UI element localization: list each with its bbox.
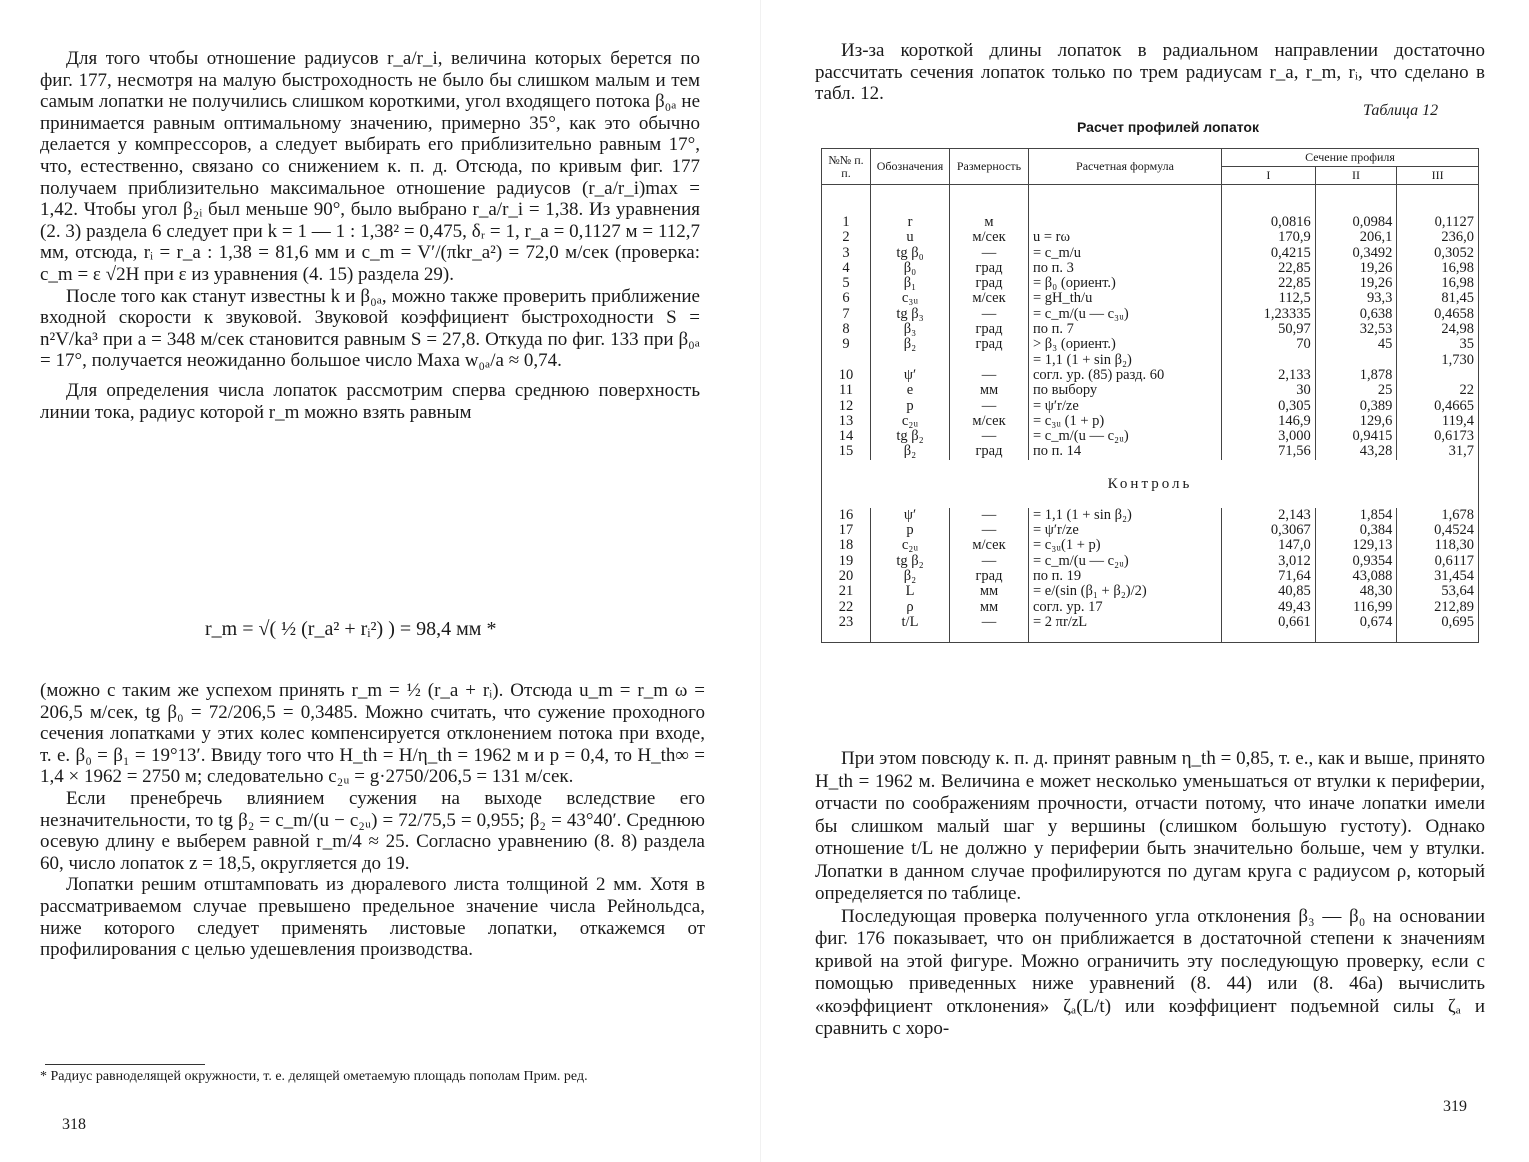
table-row xyxy=(822,615,1479,630)
row-value-1: 3,012 xyxy=(1222,554,1316,569)
row-unit: — xyxy=(950,615,1029,630)
row-value-2: 48,30 xyxy=(1315,584,1397,599)
row-value-1: 0,3067 xyxy=(1222,523,1316,538)
table-row xyxy=(822,322,1479,337)
row-formula: = 1,1 (1 + sin β₂) xyxy=(1029,353,1222,368)
right-intro-paragraph: Из-за короткой длины лопаток в радиальном направлении достаточно рассчитать сечения лопаток только по трем радиусам r_a, r_m, rᵢ, что сделано в табл. 12. xyxy=(815,40,1485,105)
table-row xyxy=(822,508,1479,523)
row-symbol: t/L xyxy=(871,615,950,630)
row-value-1: 0,4215 xyxy=(1222,246,1316,261)
row-value-3: 0,4524 xyxy=(1397,523,1479,538)
row-unit: — xyxy=(950,554,1029,569)
row-unit: м/сек xyxy=(950,230,1029,245)
row-value-2: 116,99 xyxy=(1315,600,1397,615)
row-unit: град xyxy=(950,337,1029,352)
table-row xyxy=(822,584,1479,599)
right-paragraph-2: Последующая проверка полученного угла отклонения β₃ — β₀ на основании фиг. 176 показывает, что он приближается в достаточной степени к значениям кривой на этой фигуре. Можно ограничить эту последующую проверку, если с помощью приведенных ниже уравнений (8. 44) или (8. 46a) вычислить «коэффициент отклонения» ζₐ(L/t) или коэффициент подъемной силы ζₐ и сравнить с хоро- xyxy=(815,905,1485,1039)
row-symbol: L xyxy=(871,584,950,599)
row-symbol: ψ′ xyxy=(871,508,950,523)
table-row xyxy=(822,230,1479,245)
row-symbol: c₃ᵤ xyxy=(871,291,950,306)
row-number: 13 xyxy=(822,414,871,429)
row-value-3: 212,89 xyxy=(1397,600,1479,615)
row-number: 2 xyxy=(822,230,871,245)
header-col-1: I xyxy=(1222,167,1316,185)
row-number: 18 xyxy=(822,538,871,553)
header-col-3: III xyxy=(1397,167,1479,185)
row-formula: по выбору xyxy=(1029,383,1222,398)
row-value-3 xyxy=(1397,368,1479,383)
row-number: 7 xyxy=(822,307,871,322)
row-number: 11 xyxy=(822,383,871,398)
header-section: Сечение профиля xyxy=(1222,149,1479,167)
row-value-3: 1,678 xyxy=(1397,508,1479,523)
row-formula: согл. ур. 17 xyxy=(1029,600,1222,615)
left-paragraph-6: Лопатки решим отштамповать из дюралевого листа толщиной 2 мм. Хотя в рассматриваемом случае превышено предельное значение числа Рейнольдса, ниже которого следует применять листовые лопатки, откажемся от профилирования с целью удешевления производства. xyxy=(40,874,705,961)
row-value-2: 0,9415 xyxy=(1315,429,1397,444)
row-value-2: 1,878 xyxy=(1315,368,1397,383)
row-symbol xyxy=(871,353,950,368)
row-symbol: tg β₂ xyxy=(871,554,950,569)
table-row xyxy=(822,307,1479,322)
row-value-2: 0,9354 xyxy=(1315,554,1397,569)
left-paragraph-3: Для определения числа лопаток рассмотрим сперва среднюю поверхность линии тока, радиус которой r_m можно взять равным xyxy=(40,379,700,423)
row-formula: = c_m/(u — c₂ᵤ) xyxy=(1029,429,1222,444)
row-value-3: 118,30 xyxy=(1397,538,1479,553)
row-value-2: 93,3 xyxy=(1315,291,1397,306)
row-symbol: β₂ xyxy=(871,569,950,584)
row-number: 17 xyxy=(822,523,871,538)
row-value-3: 1,730 xyxy=(1397,353,1479,368)
row-formula: = 2 πr/zL xyxy=(1029,615,1222,630)
left-text-block-2 xyxy=(40,680,705,961)
page-fold xyxy=(760,0,761,1162)
row-value-2: 206,1 xyxy=(1315,230,1397,245)
table-row xyxy=(822,554,1479,569)
formula-rm: r_m = √( ½ (r_a² + rᵢ²) ) = 98,4 мм * xyxy=(205,618,497,640)
row-value-3: 0,695 xyxy=(1397,615,1479,630)
row-number: 12 xyxy=(822,399,871,414)
row-value-1: 71,64 xyxy=(1222,569,1316,584)
row-value-1: 112,5 xyxy=(1222,291,1316,306)
row-value-3: 31,7 xyxy=(1397,444,1479,459)
footnote-rule xyxy=(45,1064,205,1065)
right-page xyxy=(815,0,1487,1162)
row-value-1: 3,000 xyxy=(1222,429,1316,444)
row-unit: м/сек xyxy=(950,414,1029,429)
row-formula: = c₃ᵤ(1 + p) xyxy=(1029,538,1222,553)
row-value-2: 43,088 xyxy=(1315,569,1397,584)
row-unit: — xyxy=(950,523,1029,538)
row-unit: — xyxy=(950,508,1029,523)
table-row xyxy=(822,444,1479,459)
row-formula: > β₃ (ориент.) xyxy=(1029,337,1222,352)
row-unit: град xyxy=(950,276,1029,291)
row-symbol: β₁ xyxy=(871,276,950,291)
header-formula: Расчетная формула xyxy=(1029,149,1222,185)
row-unit: — xyxy=(950,307,1029,322)
row-value-2: 1,854 xyxy=(1315,508,1397,523)
right-paragraph-1: При этом повсюду к. п. д. принят равным η_th = 0,85, т. е., как и выше, принято H_th = 1962 м. Величина e может несколько уменьшаться от втулки к периферии, отчасти по соображениям прочности, отчасти потому, что иначе лопатки имели бы слишком малый шаг у вершины (слишком большую густоту). Однако отношение t/L не должно у периферии быть значительно больше, чем у втулки. Лопатки в данном случае профилируются по дугам круга с радиусом ρ, который определяется по таблице. xyxy=(815,748,1485,904)
row-unit: град xyxy=(950,261,1029,276)
left-page xyxy=(40,0,715,1162)
row-unit: м xyxy=(950,215,1029,230)
row-value-2: 0,384 xyxy=(1315,523,1397,538)
row-formula: по п. 14 xyxy=(1029,444,1222,459)
row-formula: = c₃ᵤ (1 + p) xyxy=(1029,414,1222,429)
table-spacer-row xyxy=(822,185,1479,216)
row-number: 15 xyxy=(822,444,871,459)
row-symbol: e xyxy=(871,383,950,398)
header-col-2: II xyxy=(1315,167,1397,185)
row-value-2: 19,26 xyxy=(1315,261,1397,276)
row-symbol: tg β₀ xyxy=(871,246,950,261)
table-row xyxy=(822,246,1479,261)
row-symbol: β₃ xyxy=(871,322,950,337)
row-value-2: 129,13 xyxy=(1315,538,1397,553)
row-symbol: p xyxy=(871,399,950,414)
row-value-1: 50,97 xyxy=(1222,322,1316,337)
row-value-3: 0,6117 xyxy=(1397,554,1479,569)
table-spacer-row xyxy=(822,630,1479,643)
row-value-1: 49,43 xyxy=(1222,600,1316,615)
control-section-label: Контроль xyxy=(822,460,1479,508)
row-value-2: 43,28 xyxy=(1315,444,1397,459)
row-value-1: 2,133 xyxy=(1222,368,1316,383)
row-value-1: 0,661 xyxy=(1222,615,1316,630)
row-value-1: 71,56 xyxy=(1222,444,1316,459)
row-number: 1 xyxy=(822,215,871,230)
row-number: 21 xyxy=(822,584,871,599)
row-unit: мм xyxy=(950,584,1029,599)
table-row xyxy=(822,600,1479,615)
table-row xyxy=(822,291,1479,306)
row-value-1: 1,23335 xyxy=(1222,307,1316,322)
row-unit: мм xyxy=(950,383,1029,398)
row-unit: — xyxy=(950,429,1029,444)
row-value-1: 0,305 xyxy=(1222,399,1316,414)
row-unit xyxy=(950,353,1029,368)
row-number: 22 xyxy=(822,600,871,615)
row-value-3: 0,3052 xyxy=(1397,246,1479,261)
table-spacer-cell xyxy=(871,630,950,643)
row-unit: — xyxy=(950,399,1029,414)
row-value-1: 30 xyxy=(1222,383,1316,398)
row-value-3: 236,0 xyxy=(1397,230,1479,245)
row-unit: град xyxy=(950,569,1029,584)
row-formula: по п. 3 xyxy=(1029,261,1222,276)
row-value-2: 0,3492 xyxy=(1315,246,1397,261)
row-value-3: 24,98 xyxy=(1397,322,1479,337)
row-formula xyxy=(1029,215,1222,230)
table-body xyxy=(822,185,1479,643)
row-unit: м/сек xyxy=(950,291,1029,306)
left-paragraph-5: Если пренебречь влиянием сужения на выходе вследствие его незначительности, то tg β₂ = c_m/(u − c₂ᵤ) = 72/75,5 = 0,955; β₂ = 43°40′. Среднюю осевую длину e выберем равной r_m/4 ≈ 25. Согласно уравнению (8. 8) раздела 60, число лопаток z = 18,5, округляется до 19. xyxy=(40,787,705,874)
page-number-left: 318 xyxy=(62,1116,86,1133)
row-value-1 xyxy=(1222,353,1316,368)
row-unit: град xyxy=(950,444,1029,459)
row-value-3: 0,4665 xyxy=(1397,399,1479,414)
table-row xyxy=(822,399,1479,414)
row-number xyxy=(822,353,871,368)
row-number: 5 xyxy=(822,276,871,291)
row-symbol: β₂ xyxy=(871,444,950,459)
row-value-1: 70 xyxy=(1222,337,1316,352)
row-formula: = c_m/u xyxy=(1029,246,1222,261)
row-value-2 xyxy=(1315,353,1397,368)
row-number: 14 xyxy=(822,429,871,444)
table-spacer-cell xyxy=(822,630,871,643)
row-value-3: 53,64 xyxy=(1397,584,1479,599)
row-symbol: β₀ xyxy=(871,261,950,276)
row-value-3: 16,98 xyxy=(1397,261,1479,276)
row-formula: по п. 7 xyxy=(1029,322,1222,337)
row-value-3: 31,454 xyxy=(1397,569,1479,584)
right-text-block xyxy=(815,748,1485,1041)
table-spacer-cell xyxy=(822,185,871,216)
row-value-2: 0,638 xyxy=(1315,307,1397,322)
row-unit: — xyxy=(950,246,1029,261)
row-value-2: 25 xyxy=(1315,383,1397,398)
page-number-right: 319 xyxy=(1443,1098,1467,1115)
row-unit: мм xyxy=(950,600,1029,615)
header-num: №№ п. п. xyxy=(822,149,871,185)
row-symbol: r xyxy=(871,215,950,230)
row-formula: согл. ур. (85) разд. 60 xyxy=(1029,368,1222,383)
table-row xyxy=(822,538,1479,553)
row-number: 9 xyxy=(822,337,871,352)
header-unit: Размерность xyxy=(950,149,1029,185)
row-formula: = ψ′r/ze xyxy=(1029,399,1222,414)
row-value-2: 19,26 xyxy=(1315,276,1397,291)
table-row xyxy=(822,353,1479,368)
table-row xyxy=(822,429,1479,444)
row-symbol: p xyxy=(871,523,950,538)
row-value-3: 0,4658 xyxy=(1397,307,1479,322)
table-title: Расчет профилей лопаток xyxy=(1077,119,1259,135)
row-value-3: 16,98 xyxy=(1397,276,1479,291)
row-formula: = β₀ (ориент.) xyxy=(1029,276,1222,291)
row-value-1: 146,9 xyxy=(1222,414,1316,429)
row-number: 19 xyxy=(822,554,871,569)
row-number: 16 xyxy=(822,508,871,523)
row-value-1: 40,85 xyxy=(1222,584,1316,599)
row-value-2: 45 xyxy=(1315,337,1397,352)
header-symbol: Обозначения xyxy=(871,149,950,185)
row-value-2: 0,674 xyxy=(1315,615,1397,630)
row-number: 8 xyxy=(822,322,871,337)
row-symbol: tg β₃ xyxy=(871,307,950,322)
left-paragraph-2: После того как станут известны k и β₀ₐ, можно также проверить приближение входной скорости к звуковой. Звуковой коэффициент быстроходности S = n²V/ka³ при a = 348 м/сек становится равным S = 27,8. Откуда по фиг. 133 при β₀ₐ = 17°, получается неожиданно большое число Маха w₀ₐ/a ≈ 0,74. xyxy=(40,285,700,372)
table-row xyxy=(822,523,1479,538)
row-symbol: c₂ᵤ xyxy=(871,538,950,553)
table-row xyxy=(822,261,1479,276)
table-row xyxy=(822,337,1479,352)
row-value-1: 2,143 xyxy=(1222,508,1316,523)
row-value-1: 0,0816 xyxy=(1222,215,1316,230)
row-value-1: 22,85 xyxy=(1222,261,1316,276)
row-formula: = c_m/(u — c₂ᵤ) xyxy=(1029,554,1222,569)
row-formula: u = rω xyxy=(1029,230,1222,245)
row-number: 23 xyxy=(822,615,871,630)
profile-table xyxy=(821,148,1479,643)
control-section-row xyxy=(822,460,1479,508)
row-value-1: 22,85 xyxy=(1222,276,1316,291)
row-value-3: 0,6173 xyxy=(1397,429,1479,444)
row-number: 10 xyxy=(822,368,871,383)
row-symbol: β₂ xyxy=(871,337,950,352)
row-formula: = 1,1 (1 + sin β₂) xyxy=(1029,508,1222,523)
row-formula: по п. 19 xyxy=(1029,569,1222,584)
table-spacer-cell xyxy=(1029,185,1222,216)
row-unit: — xyxy=(950,368,1029,383)
footnote: * Радиус равноделящей окружности, т. е. делящей ометаемую площадь пополам Прим. ред. xyxy=(40,1069,588,1084)
row-symbol: ρ xyxy=(871,600,950,615)
row-value-3: 35 xyxy=(1397,337,1479,352)
table-spacer-cell xyxy=(1397,630,1479,643)
left-paragraph-4: (можно с таким же успехом принять r_m = ½ (r_a + rᵢ). Отсюда u_m = r_m ω = 206,5 м/сек, tg β₀ = 72/206,5 = 0,3485. Можно считать, что сужение проходного сечения лопатками у этих колес компенсируется отклонением потока при входе, т. е. β₀ = β₁ = 19°13′. Ввиду того что H_th = H/η_th = 1962 м и p = 0,4, то H_th∞ = 1,4 × 1962 = 2750 м; следовательно c₂ᵤ = g·2750/206,5 = 131 м/сек. xyxy=(40,680,705,788)
row-value-3: 119,4 xyxy=(1397,414,1479,429)
row-value-2: 129,6 xyxy=(1315,414,1397,429)
row-value-3: 22 xyxy=(1397,383,1479,398)
row-formula: = ψ′r/ze xyxy=(1029,523,1222,538)
table-spacer-cell xyxy=(1222,185,1316,216)
table-spacer-cell xyxy=(950,185,1029,216)
row-value-3: 0,1127 xyxy=(1397,215,1479,230)
row-value-2: 0,389 xyxy=(1315,399,1397,414)
row-value-1: 170,9 xyxy=(1222,230,1316,245)
table-spacer-cell xyxy=(1315,185,1397,216)
row-number: 6 xyxy=(822,291,871,306)
row-number: 3 xyxy=(822,246,871,261)
row-symbol: tg β₂ xyxy=(871,429,950,444)
row-unit: град xyxy=(950,322,1029,337)
table-row xyxy=(822,276,1479,291)
table-spacer-cell xyxy=(871,185,950,216)
table-spacer-cell xyxy=(950,630,1029,643)
row-symbol: c₂ᵤ xyxy=(871,414,950,429)
row-symbol: ψ′ xyxy=(871,368,950,383)
row-unit: м/сек xyxy=(950,538,1029,553)
row-value-2: 32,53 xyxy=(1315,322,1397,337)
row-number: 20 xyxy=(822,569,871,584)
row-formula: = e/(sin (β₁ + β₂)/2) xyxy=(1029,584,1222,599)
row-value-1: 147,0 xyxy=(1222,538,1316,553)
table-row xyxy=(822,414,1479,429)
row-value-2: 0,0984 xyxy=(1315,215,1397,230)
table-spacer-cell xyxy=(1315,630,1397,643)
row-value-3: 81,45 xyxy=(1397,291,1479,306)
table-spacer-cell xyxy=(1222,630,1316,643)
table-row xyxy=(822,383,1479,398)
right-intro-block xyxy=(815,40,1485,105)
table-spacer-cell xyxy=(1397,185,1479,216)
row-number: 4 xyxy=(822,261,871,276)
table-caption: Таблица 12 xyxy=(1363,102,1439,119)
left-text-block-1 xyxy=(40,48,700,423)
table-row xyxy=(822,215,1479,230)
row-formula: = gH_th/u xyxy=(1029,291,1222,306)
row-formula: = c_m/(u — c₃ᵤ) xyxy=(1029,307,1222,322)
table-row xyxy=(822,569,1479,584)
row-symbol: u xyxy=(871,230,950,245)
table-row xyxy=(822,368,1479,383)
table-spacer-cell xyxy=(1029,630,1222,643)
left-paragraph-1: Для того чтобы отношение радиусов r_a/r_i, величина которых берется по фиг. 177, несмотря на малую быстроходность не было бы слишком малым и тем самым лопатки не получились слишком короткими, угол входящего потока β₀ₐ не принимается равным оптимальному значению, примерно 35°, как это обычно делается у компрессоров, а следует выбирать его приблизительно равным 17°, что, естественно, связано со снижением к. п. д. Отсюда, по кривым фиг. 177 получаем приблизительно максимальное отношение радиусов (r_a/r_i)max = 1,42. Чтобы угол β₂ᵢ был меньше 90°, было выбрано r_a/r_i = 1,38. Из уравнения (2. 3) раздела 6 следует при k = 1 — 1 : 1,38² = 0,475, δᵣ = 1, r_a = 0,1127 м = 112,7 мм, отсюда, rᵢ = r_a : 1,38 = 81,6 мм и c_m = V′/(πkr_a²) = 72,0 м/сек (проверка: c_m = ε √2H при ε из уравнения (4. 15) раздела 29). xyxy=(40,48,700,285)
